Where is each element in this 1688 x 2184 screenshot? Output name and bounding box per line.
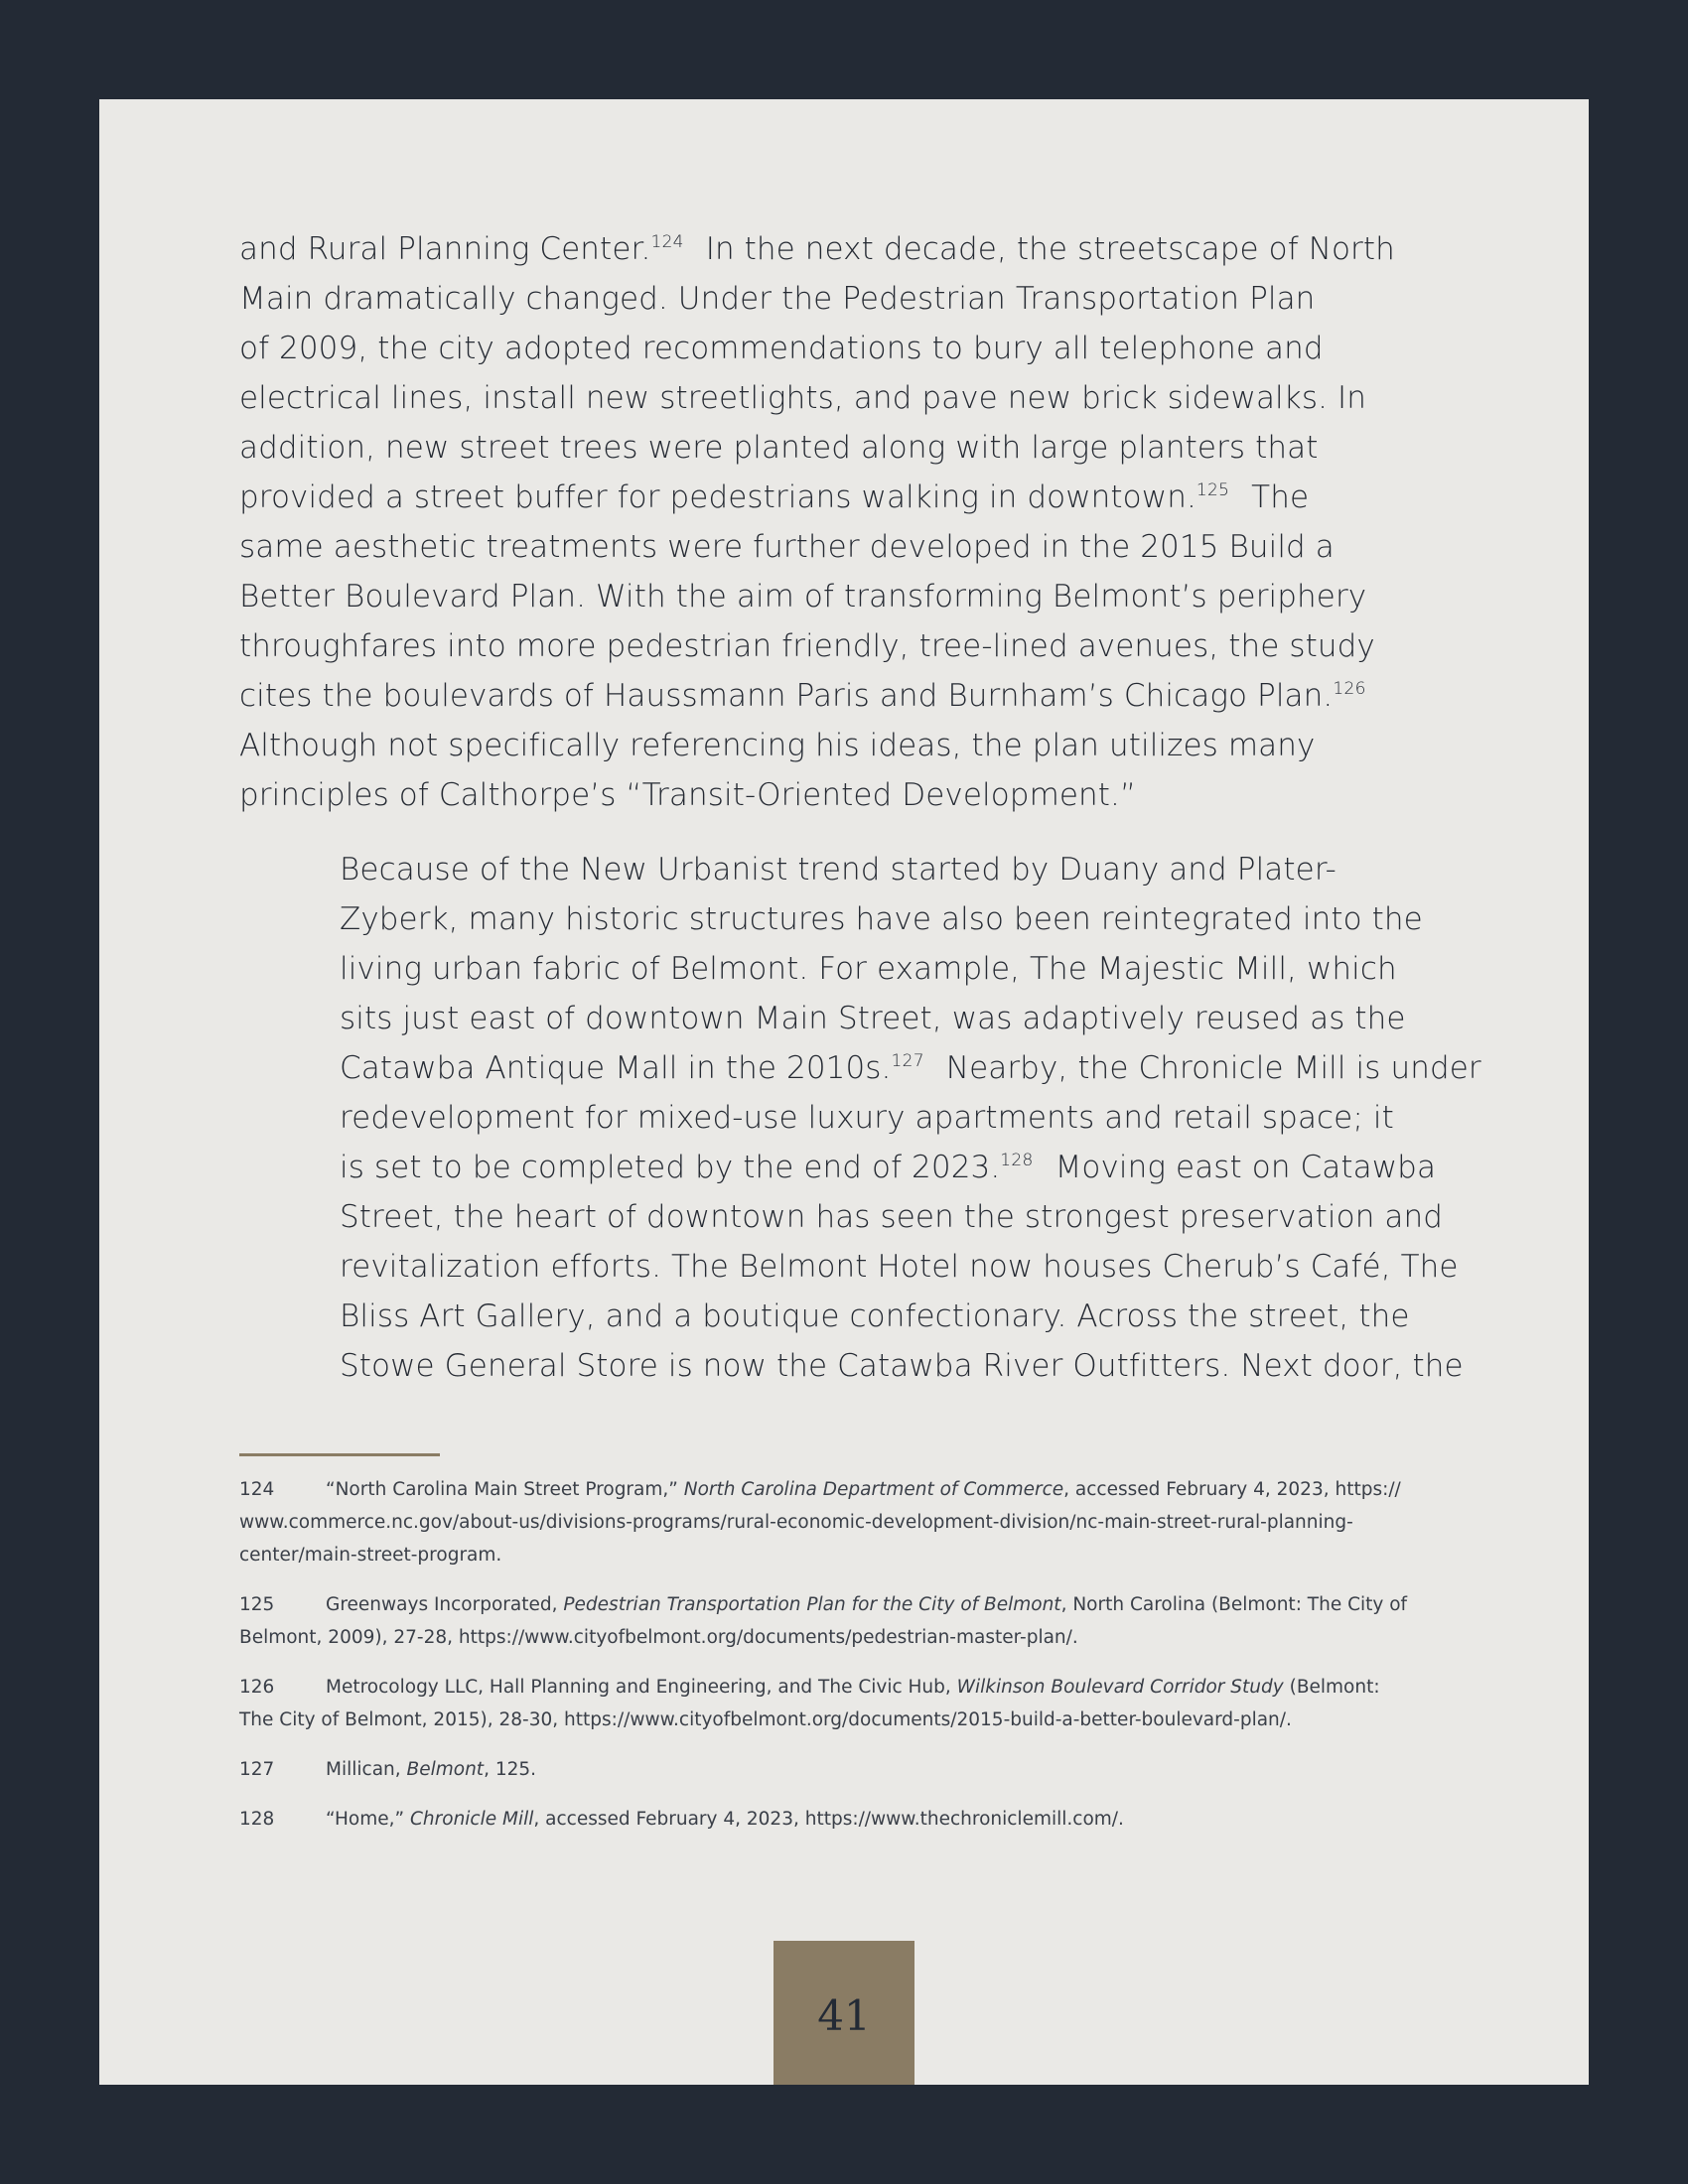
line-text: Although not specifically referencing his ideas, the plan utilizes many (239, 728, 1316, 763)
line-text: cites the boulevards of Haussmann Paris and Burnham’s Chicago Plan. (239, 678, 1334, 714)
footnote-text: Belmont, 2009), 27-28, https://www.cityofbelmont.org/documents/pedestrian-master-plan/. (239, 1627, 1078, 1648)
line-text: living urban fabric of Belmont. For example, The Majestic Mill, which (340, 951, 1397, 987)
footnote-text: Millican, (326, 1759, 407, 1780)
page-number-box (774, 1941, 914, 2085)
text-line (239, 522, 1471, 572)
footnote-text: , 125. (484, 1759, 537, 1780)
footnote-reference[interactable]: 126 (1333, 679, 1366, 699)
footnote-number: 128 (239, 1809, 275, 1830)
footnote (239, 1588, 1485, 1654)
text-line (239, 373, 1471, 423)
footnote (239, 1671, 1485, 1736)
footnote-title: Pedestrian Transportation Plan for the City of Belmont (563, 1594, 1061, 1615)
line-text: throughfares into more pedestrian friendly, tree-lined avenues, the study (239, 628, 1375, 664)
text-line (239, 944, 1471, 994)
line-text: Moving east on Catawba (1035, 1150, 1437, 1185)
text-line (239, 621, 1471, 671)
paragraph (239, 224, 1471, 820)
footnote-text: The City of Belmont, 2015), 28-30, https://www.cityofbelmont.org/documents/2015-build-a-better-boulevard-plan/. (239, 1709, 1292, 1730)
footnote-line (239, 1506, 1485, 1539)
footnote-reference[interactable]: 124 (650, 232, 684, 252)
footnote-text: Greenways Incorporated, (326, 1594, 564, 1615)
footnote-text: “North Carolina Main Street Program,” (326, 1479, 684, 1500)
line-text: Street, the heart of downtown has seen the strongest preservation and (340, 1199, 1444, 1235)
page-number: 41 (817, 1991, 871, 2040)
text-line (239, 994, 1471, 1043)
footnote-number: 127 (239, 1759, 275, 1780)
footnote-text: “Home,” (326, 1809, 410, 1830)
footnotes (239, 1473, 1485, 1852)
footnote-text: , accessed February 4, 2023, https://www.thechroniclemill.com/. (533, 1809, 1124, 1830)
document-page (99, 99, 1589, 2085)
text-line (239, 845, 1471, 894)
line-text: Catawba Antique Mall in the 2010s. (340, 1050, 892, 1086)
line-text: redevelopment for mixed-use luxury apartments and retail space; it (340, 1100, 1394, 1136)
line-text: of 2009, the city adopted recommendations to bury all telephone and (239, 331, 1324, 366)
text-line (239, 1093, 1471, 1143)
text-line (239, 1341, 1471, 1391)
footnote-text: , North Carolina (Belmont: The City of (1060, 1594, 1408, 1615)
footnote-number: 125 (239, 1594, 275, 1615)
footnote-text: www.commerce.nc.gov/about-us/divisions-programs/rural-economic-development-division/nc-main-street-rural-planning- (239, 1512, 1353, 1533)
paragraph (239, 845, 1481, 1391)
text-line (239, 671, 1471, 721)
footnote-divider (239, 1453, 440, 1456)
text-line (239, 1043, 1481, 1093)
text-line (239, 274, 1471, 324)
footnote-title: Belmont (406, 1759, 485, 1780)
footnote (239, 1753, 1485, 1786)
line-text: Zyberk, many historic structures have also been reintegrated into the (340, 901, 1423, 937)
footnote (239, 1803, 1485, 1836)
footnote-text: Metrocology LLC, Hall Planning and Engineering, and The Civic Hub, (326, 1677, 957, 1698)
text-line (239, 324, 1471, 373)
text-line (239, 1242, 1471, 1292)
body-text (239, 224, 1481, 1391)
footnote-text: , accessed February 4, 2023, https:// (1063, 1479, 1401, 1500)
footnote-title: Chronicle Mill (410, 1809, 534, 1830)
footnote (239, 1473, 1485, 1571)
text-line (239, 1143, 1471, 1192)
text-line (239, 894, 1471, 944)
line-text: In the next decade, the streetscape of North (685, 231, 1395, 267)
footnote-line (239, 1473, 1485, 1506)
footnote-reference[interactable]: 125 (1196, 480, 1230, 500)
text-line (239, 423, 1471, 473)
text-line (239, 1192, 1471, 1242)
line-text: and Rural Planning Center. (239, 231, 651, 267)
footnote-line (239, 1539, 1485, 1571)
line-text: Stowe General Store is now the Catawba River Outfitters. Next door, the (340, 1348, 1464, 1384)
footnote-line (239, 1753, 1485, 1786)
footnote-line (239, 1803, 1485, 1836)
line-text: Because of the New Urbanist trend started by Duany and Plater- (340, 852, 1336, 887)
footnote-line (239, 1621, 1485, 1654)
footnote-title: North Carolina Department of Commerce (683, 1479, 1064, 1500)
text-line (239, 770, 1471, 820)
line-text: principles of Calthorpe’s “Transit-Oriented Development.” (239, 777, 1137, 813)
line-text: same aesthetic treatments were further developed in the 2015 Build a (239, 529, 1335, 565)
footnote-text: (Belmont: (1283, 1677, 1380, 1698)
footnote-reference[interactable]: 128 (1000, 1151, 1034, 1170)
footnote-reference[interactable]: 127 (891, 1051, 924, 1071)
text-line (239, 572, 1471, 621)
text-line (239, 473, 1471, 522)
footnote-line (239, 1588, 1485, 1621)
text-line (239, 224, 1471, 274)
text-line (239, 721, 1471, 770)
line-text: provided a street buffer for pedestrians walking in downtown. (239, 479, 1196, 515)
line-text: Nearby, the Chronicle Mill is under (925, 1050, 1481, 1086)
line-text: sits just east of downtown Main Street, was adaptively reused as the (340, 1001, 1406, 1036)
footnote-line (239, 1704, 1485, 1736)
footnote-text: center/main-street-program. (239, 1545, 502, 1566)
line-text: Better Boulevard Plan. With the aim of transforming Belmont’s periphery (239, 579, 1367, 614)
line-text: Bliss Art Gallery, and a boutique confectionary. Across the street, the (340, 1298, 1410, 1334)
footnote-number: 124 (239, 1479, 275, 1500)
line-text: electrical lines, install new streetlights, and pave new brick sidewalks. In (239, 380, 1366, 416)
line-text: Main dramatically changed. Under the Pedestrian Transportation Plan (239, 281, 1316, 317)
footnote-number: 126 (239, 1677, 275, 1698)
line-text: revitalization efforts. The Belmont Hotel now houses Cherub’s Café, The (340, 1249, 1459, 1285)
line-text: The (1231, 479, 1310, 515)
footnote-line (239, 1671, 1485, 1704)
text-line (239, 1292, 1471, 1341)
line-text: addition, new street trees were planted along with large planters that (239, 430, 1319, 466)
line-text: is set to be completed by the end of 2023. (340, 1150, 1001, 1185)
footnote-title: Wilkinson Boulevard Corridor Study (956, 1677, 1284, 1698)
